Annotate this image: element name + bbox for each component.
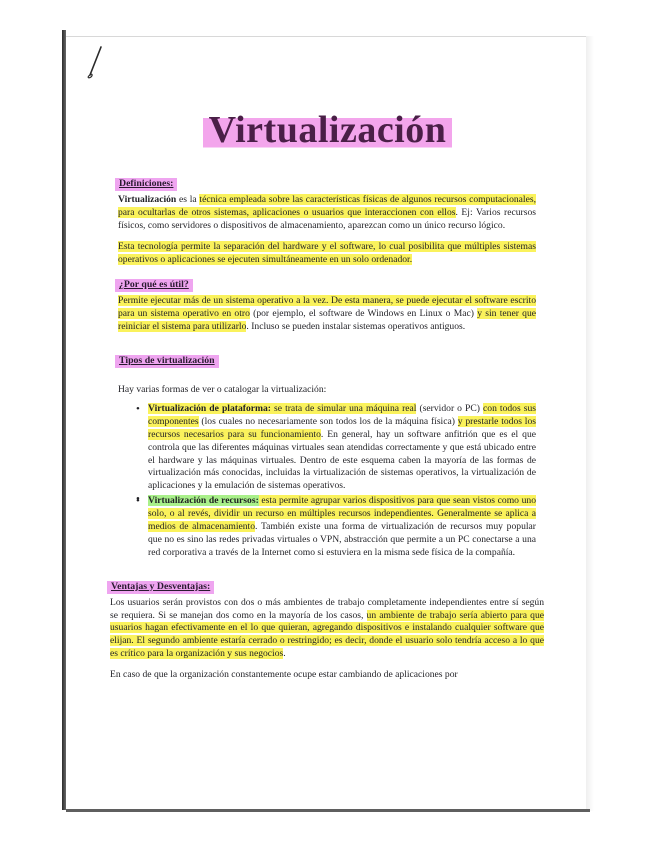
section-tipos (118, 355, 536, 560)
highlight-util-1: Permite ejecutar más de un sistema operativo a la vez. De esta manera, se puede ejecutar el software escrito para un sistema operativo en otro (118, 295, 536, 320)
heading-definiciones: Definiciones: (115, 178, 177, 191)
paragraph-tipos-intro: Hay varias formas de ver o catalogar la virtualización: (118, 383, 327, 395)
highlight-plataforma-1: se trata de simular una máquina real (270, 402, 417, 414)
text-segment: . En general, hay un software anfitrión que es el que controla que las diferentes máquinas virtuales sean atendidas correctamente y que está ubicado entre el hardware y las máquinas virtuales. Dentro de este esquema caben la mayoría de las formas de virtualización más conocidas, incluidas la virtualización de sistemas operativos, la virtualización de aplicaciones y la emulación de sistemas operativos. (148, 428, 536, 492)
highlight-plataforma-2: con todos sus componentes (148, 402, 537, 427)
tipos-list (134, 403, 536, 560)
highlight-separacion: Esta tecnología permite la separación del hardware y el software, lo cual posibilita que múltiples sistemas operativos o aplicaciones se ejecuten simultáneamente en un solo ordenador. (118, 240, 536, 265)
heading-tipos: Tipos de virtualización (115, 355, 219, 368)
paragraph-ventajas-1 (110, 597, 544, 662)
text-segment: (servidor o PC) (416, 402, 484, 414)
highlight-util-2: y sin tener que reiniciar el sistema para utilizarlo (118, 308, 537, 333)
pen-mark-icon (84, 44, 108, 80)
section-definiciones (118, 178, 536, 266)
section-por-que-es-util (118, 279, 536, 334)
term-recursos: Virtualización de recursos: (148, 495, 259, 507)
section-ventajas (110, 581, 544, 682)
paragraph-definicion (118, 194, 536, 233)
scan-right-shadow (586, 36, 594, 811)
term-virtualizacion: Virtualización (118, 193, 177, 205)
text-segment: . (283, 648, 286, 660)
text-segment: (los cuales no necesariamente son todos los de la máquina física) (198, 415, 458, 427)
text-segment: . También existe una forma de virtualización de recursos muy popular que no es sino las redes privadas virtuales o VPN, abstracción que permite a un PC conectarse a una red corporativa a través de la Internet como si estuviera en la misma sede física de la compañía. (148, 521, 536, 558)
heading-por-que-es-util: ¿Por qué es útil? (115, 279, 193, 292)
paragraph-ventajas-2: En caso de que la organización constantemente ocupe estar cambiando de aplicaciones por (110, 669, 458, 681)
page-title-text: Virtualización (203, 109, 453, 151)
page-title (0, 108, 655, 152)
text-segment: es la (176, 193, 200, 205)
scan-bottom-edge (66, 809, 590, 812)
list-item-plataforma (134, 403, 536, 493)
list-item-recursos (134, 495, 536, 560)
text-segment: Los usuarios serán provistos con dos o más ambientes de trabajo completamente independientes entre sí según se requiera. Si se manejan dos como en la mayoría de los casos, (110, 596, 544, 621)
highlight-ventajas: un ambiente de trabajo sería abierto para que usuarios hagan efectivamente en el lo que quieran, agregando dispositivos e instalando cualquier software que elijan. El segundo ambiente estaría cerrado o restringido; es decir, donde el usuario solo tendría acceso a lo que es crítico para la organización y sus negocios (110, 609, 544, 660)
term-plataforma: Virtualización de plataforma: (148, 402, 271, 414)
highlight-recursos: esta permite agrupar varios dispositivos para que sean vistos como uno solo, o al revés, dividir un recurso en múltiples recursos independientes. Generalmente se aplica a medios de almacenamiento (148, 495, 536, 533)
highlight-plataforma-3: y prestarle todos los recursos necesarios para su funcionamiento (148, 415, 536, 440)
scan-top-edge (66, 36, 586, 37)
text-segment: . Incluso se pueden instalar sistemas operativos antiguos. (246, 321, 466, 333)
document-body (110, 178, 544, 682)
text-segment: . Ej: Varios recursos físicos, como servidores o dispositivos de almacenamiento, aparezcan como un único recurso lógico. (118, 206, 536, 231)
text-segment: (por ejemplo, el software de Windows en Linux o Mac) (249, 308, 478, 320)
heading-ventajas: Ventajas y Desventajas: (107, 581, 214, 594)
paragraph-util (118, 295, 536, 334)
paragraph-separacion (118, 241, 536, 267)
highlight-definicion: técnica empleada sobre las características físicas de algunos recursos computacionales, para ocultarlas de otros sistemas, aplicaciones o usuarios que interaccionen con ellos (118, 193, 536, 218)
